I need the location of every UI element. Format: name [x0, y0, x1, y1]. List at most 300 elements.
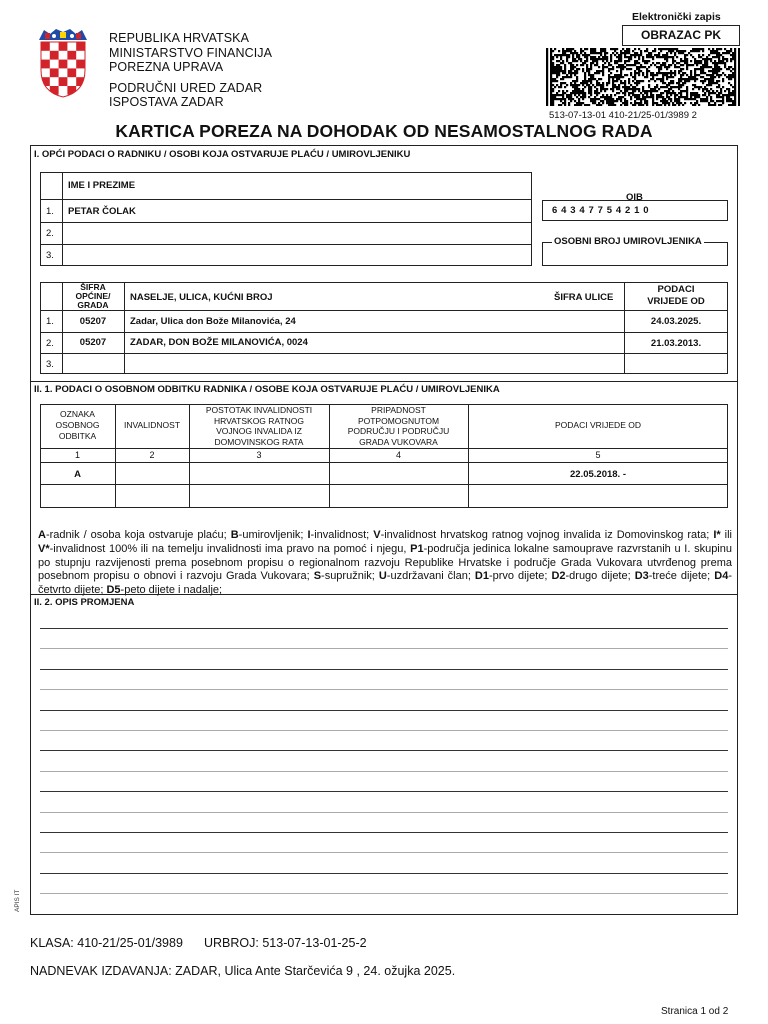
barcode-module [712, 48, 714, 50]
barcode-module [718, 58, 720, 60]
barcode-module [584, 48, 586, 50]
name-row-number: 1. [46, 206, 54, 217]
barcode-module [662, 74, 664, 76]
barcode-module [708, 74, 710, 76]
barcode-module [606, 56, 608, 58]
barcode-module [598, 72, 600, 74]
barcode-module [716, 96, 718, 98]
barcode-module [734, 70, 736, 72]
barcode-module [634, 70, 636, 72]
barcode-module [730, 84, 732, 86]
barcode-module [734, 66, 736, 68]
barcode-module [638, 102, 640, 104]
barcode-module [618, 54, 620, 56]
barcode-module [690, 64, 692, 66]
barcode-module [712, 100, 714, 102]
barcode-module [694, 76, 696, 78]
barcode-module [672, 48, 674, 50]
barcode-module [670, 70, 672, 72]
barcode-module [646, 72, 648, 74]
barcode-module [558, 94, 560, 96]
barcode-module [618, 74, 620, 76]
barcode-module [656, 62, 658, 64]
barcode-module [642, 80, 644, 82]
barcode-module [552, 66, 554, 68]
barcode-module [604, 90, 606, 92]
barcode-module [602, 60, 604, 62]
barcode-module [594, 56, 596, 58]
barcode-module [556, 68, 558, 70]
barcode-module [722, 78, 724, 80]
barcode-module [586, 60, 588, 62]
barcode-module [734, 74, 736, 76]
barcode-module [550, 68, 552, 70]
barcode-module [694, 48, 696, 50]
barcode-module [726, 58, 728, 60]
barcode-module [582, 98, 584, 100]
barcode-module [608, 76, 610, 78]
barcode-module [678, 104, 680, 106]
barcode-module [550, 102, 552, 104]
barcode-module [712, 56, 714, 58]
legend-text: -četvrto dijete; [38, 570, 732, 597]
barcode-module [636, 62, 638, 64]
barcode-module [700, 66, 702, 68]
barcode-module [554, 68, 556, 70]
barcode-module [578, 58, 580, 60]
barcode-module [704, 60, 706, 62]
barcode-module [694, 102, 696, 104]
barcode-module [576, 52, 578, 54]
barcode-module [696, 62, 698, 64]
barcode-module [694, 58, 696, 60]
barcode-module [660, 86, 662, 88]
barcode-module [698, 104, 700, 106]
barcode-module [558, 64, 560, 66]
barcode-module [570, 96, 572, 98]
barcode-module [606, 94, 608, 96]
barcode-module [576, 68, 578, 70]
legend-key: S [313, 570, 322, 583]
barcode-module [686, 74, 688, 76]
barcode-module [642, 66, 644, 68]
barcode-module [560, 78, 562, 80]
barcode-module [678, 102, 680, 104]
barcode-module [730, 100, 732, 102]
barcode-module [676, 94, 678, 96]
barcode-module [582, 94, 584, 96]
barcode-module [614, 62, 616, 64]
barcode-module [694, 72, 696, 74]
barcode-module [638, 82, 640, 84]
column-number: 5 [595, 450, 601, 460]
barcode-module [606, 82, 608, 84]
barcode-module [554, 72, 556, 74]
barcode-module [694, 78, 696, 80]
barcode-module [640, 66, 642, 68]
barcode-module [602, 70, 604, 72]
barcode-module [690, 72, 692, 74]
barcode-module [634, 82, 636, 84]
barcode-module [590, 86, 592, 88]
barcode-module [642, 72, 644, 74]
barcode-module [738, 80, 740, 82]
barcode-module [668, 66, 670, 68]
barcode-module [608, 78, 610, 80]
barcode-module [572, 64, 574, 66]
barcode-module [632, 88, 634, 90]
barcode-module [576, 72, 578, 74]
barcode-module [644, 90, 646, 92]
barcode-module [658, 104, 660, 106]
barcode-module [576, 96, 578, 98]
barcode-module [546, 96, 548, 98]
barcode-module [572, 48, 574, 50]
barcode-module [686, 80, 688, 82]
barcode-module [642, 74, 644, 76]
barcode-module [674, 66, 676, 68]
barcode-module [614, 94, 616, 96]
barcode-module [734, 92, 736, 94]
barcode-module [580, 64, 582, 66]
barcode-module [550, 62, 552, 64]
barcode-module [598, 82, 600, 84]
barcode-module [620, 82, 622, 84]
barcode-module [620, 64, 622, 66]
barcode-module [706, 60, 708, 62]
deduction-mark: A [74, 469, 81, 480]
barcode-module [616, 100, 618, 102]
barcode-module [614, 86, 616, 88]
barcode-module [568, 50, 570, 52]
barcode-module [728, 78, 730, 80]
barcode-module [664, 74, 666, 76]
barcode-module [620, 104, 622, 106]
barcode-module [584, 78, 586, 80]
barcode-module [686, 86, 688, 88]
barcode-module [546, 100, 548, 102]
legend-key: D3 [634, 570, 649, 583]
barcode-module [618, 86, 620, 88]
barcode-module [726, 52, 728, 54]
barcode-module [570, 62, 572, 64]
legend-text: -prvo dijete; [488, 570, 552, 583]
barcode-module [656, 84, 658, 86]
barcode-module [620, 52, 622, 54]
barcode-module [602, 84, 604, 86]
barcode-module [588, 90, 590, 92]
barcode-module [666, 96, 668, 98]
barcode-module [642, 98, 644, 100]
ruled-line [40, 771, 728, 772]
barcode-module [712, 50, 714, 52]
page-number: Stranica 1 od 2 [661, 1006, 729, 1017]
barcode-module [670, 80, 672, 82]
barcode-module [554, 96, 556, 98]
ruled-line [40, 852, 728, 853]
barcode-module [584, 96, 586, 98]
barcode-module [598, 92, 600, 94]
barcode-module [550, 98, 552, 100]
barcode-module [592, 60, 594, 62]
barcode-module [726, 50, 728, 52]
barcode-module [652, 74, 654, 76]
barcode-module [546, 82, 548, 84]
barcode-module [734, 100, 736, 102]
barcode-module [686, 68, 688, 70]
barcode-module [716, 62, 718, 64]
barcode-module [614, 48, 616, 50]
ruled-line [40, 750, 728, 751]
street-code-header: ŠIFRA ULICE [554, 292, 614, 303]
barcode-module [668, 82, 670, 84]
address-column-header: NASELJE, ULICA, KUĆNI BROJ [130, 292, 273, 303]
barcode-module [634, 56, 636, 58]
barcode-module [678, 100, 680, 102]
barcode-module [738, 90, 740, 92]
barcode-module [634, 100, 636, 102]
barcode-module [652, 76, 654, 78]
barcode-module [670, 52, 672, 54]
barcode-module [568, 54, 570, 56]
barcode-module [626, 100, 628, 102]
barcode-module [654, 48, 656, 50]
barcode-module [694, 60, 696, 62]
barcode-module [720, 54, 722, 56]
barcode-module [730, 60, 732, 62]
barcode-module [718, 54, 720, 56]
barcode-module [716, 94, 718, 96]
barcode-module [580, 104, 582, 106]
barcode-module [712, 104, 714, 106]
barcode-module [550, 84, 552, 86]
barcode-module [662, 96, 664, 98]
barcode-module [692, 88, 694, 90]
barcode-module [664, 90, 666, 92]
barcode-module [698, 56, 700, 58]
barcode-module [604, 50, 606, 52]
barcode-module [634, 64, 636, 66]
barcode-module [728, 104, 730, 106]
barcode-module [710, 60, 712, 62]
barcode-module [594, 98, 596, 100]
barcode-module [638, 94, 640, 96]
barcode-module [650, 64, 652, 66]
barcode-module [624, 94, 626, 96]
barcode-module [616, 78, 618, 80]
barcode-module [678, 84, 680, 86]
barcode-module [570, 72, 572, 74]
barcode-module [574, 80, 576, 82]
barcode-module [622, 86, 624, 88]
ruled-line [40, 812, 728, 813]
section-1-heading: I. OPĆI PODACI O RADNIKU / OSOBI KOJA OSTVARUJE PLAĆU / UMIROVLJENIKU [34, 149, 411, 160]
barcode-module [732, 72, 734, 74]
barcode-module [586, 48, 588, 50]
barcode-module [730, 74, 732, 76]
barcode-module [710, 80, 712, 82]
barcode-module [738, 76, 740, 78]
barcode-module [666, 86, 668, 88]
barcode-module [668, 92, 670, 94]
barcode-module [734, 94, 736, 96]
barcode-module [640, 92, 642, 94]
barcode-module [586, 56, 588, 58]
barcode-module [546, 72, 548, 74]
barcode-module [570, 92, 572, 94]
barcode-module [588, 84, 590, 86]
barcode-module [638, 70, 640, 72]
barcode-module [694, 62, 696, 64]
barcode-module [666, 92, 668, 94]
barcode-module [588, 74, 590, 76]
barcode-module [564, 68, 566, 70]
barcode-module [662, 102, 664, 104]
barcode-module [672, 80, 674, 82]
barcode-module [562, 90, 564, 92]
barcode-module [602, 94, 604, 96]
deduction-valid-from: 22.05.2018. - [570, 469, 626, 480]
barcode-module [620, 90, 622, 92]
barcode-module [552, 90, 554, 92]
barcode-module [618, 98, 620, 100]
deduction-mark-header: OZNAKA OSOBNOG ODBITKA [55, 409, 100, 441]
barcode-module [690, 50, 692, 52]
barcode-module [664, 100, 666, 102]
barcode-module [612, 98, 614, 100]
barcode-module [564, 50, 566, 52]
barcode-module [708, 66, 710, 68]
barcode-module [564, 72, 566, 74]
barcode-module [734, 90, 736, 92]
barcode-module [722, 80, 724, 82]
barcode-module [596, 90, 598, 92]
barcode-module [720, 90, 722, 92]
barcode-module [662, 72, 664, 74]
barcode-module [706, 56, 708, 58]
barcode-module [608, 68, 610, 70]
barcode-module [648, 56, 650, 58]
coat-of-arms [36, 28, 90, 98]
barcode-module [596, 64, 598, 66]
barcode-module [620, 96, 622, 98]
barcode-module [696, 102, 698, 104]
barcode-module [546, 86, 548, 88]
barcode-module [702, 72, 704, 74]
barcode-module [718, 92, 720, 94]
barcode-module [702, 58, 704, 60]
barcode-module [716, 64, 718, 66]
barcode-module [612, 68, 614, 70]
barcode-module [714, 50, 716, 52]
barcode-module [616, 60, 618, 62]
barcode-module [720, 88, 722, 90]
barcode-module [566, 96, 568, 98]
barcode-module [694, 98, 696, 100]
barcode-module [636, 98, 638, 100]
branch-office-name: ISPOSTAVA ZADAR [109, 95, 224, 109]
barcode-module [696, 94, 698, 96]
barcode-module [618, 76, 620, 78]
barcode-module [616, 48, 618, 50]
barcode-module [626, 50, 628, 52]
barcode-module [566, 60, 568, 62]
barcode-module [566, 50, 568, 52]
barcode-module [568, 96, 570, 98]
barcode-module [676, 66, 678, 68]
barcode-module [654, 64, 656, 66]
barcode-module [668, 84, 670, 86]
barcode-module [728, 66, 730, 68]
barcode-module [566, 94, 568, 96]
barcode-module [698, 62, 700, 64]
valid-from-header: PODACI VRIJEDE OD [647, 284, 705, 307]
barcode-module [660, 100, 662, 102]
legend-text: -treće dijete; [648, 570, 715, 583]
barcode-module [560, 86, 562, 88]
deduction-valid-from-header: PODACI VRIJEDE OD [555, 420, 641, 430]
barcode-module [640, 64, 642, 66]
barcode-module [660, 94, 662, 96]
barcode-module [634, 76, 636, 78]
barcode-module [698, 86, 700, 88]
barcode-module [738, 88, 740, 90]
barcode-module [724, 74, 726, 76]
barcode-module [654, 102, 656, 104]
barcode-module [670, 48, 672, 50]
barcode-module [610, 88, 612, 90]
barcode-module [550, 64, 552, 66]
barcode-module [626, 74, 628, 76]
barcode-module [718, 60, 720, 62]
barcode-module [632, 90, 634, 92]
barcode-module [576, 88, 578, 90]
barcode-module [656, 78, 658, 80]
barcode-module [616, 70, 618, 72]
barcode-module [640, 104, 642, 106]
barcode-module [708, 84, 710, 86]
barcode-module [654, 88, 656, 90]
barcode-module [666, 78, 668, 80]
barcode-module [716, 86, 718, 88]
barcode-module [646, 50, 648, 52]
barcode-module [606, 98, 608, 100]
barcode-module [600, 52, 602, 54]
barcode-module [650, 88, 652, 90]
barcode-module [658, 52, 660, 54]
barcode-module [570, 64, 572, 66]
barcode-module [680, 92, 682, 94]
barcode-module [642, 96, 644, 98]
barcode-module [562, 76, 564, 78]
ruled-line [40, 791, 728, 792]
barcode-module [574, 74, 576, 76]
barcode-module [596, 104, 598, 106]
barcode-module [722, 60, 724, 62]
barcode-module [546, 64, 548, 66]
barcode-module [582, 80, 584, 82]
barcode-module [700, 86, 702, 88]
barcode-module [718, 68, 720, 70]
barcode-module [674, 60, 676, 62]
address-valid-from: 24.03.2025. [650, 316, 702, 327]
barcode-module [592, 76, 594, 78]
form-code-box: OBRAZAC PK [622, 25, 740, 46]
barcode-module [640, 54, 642, 56]
barcode-module [552, 84, 554, 86]
barcode-module [590, 74, 592, 76]
barcode-module [564, 66, 566, 68]
